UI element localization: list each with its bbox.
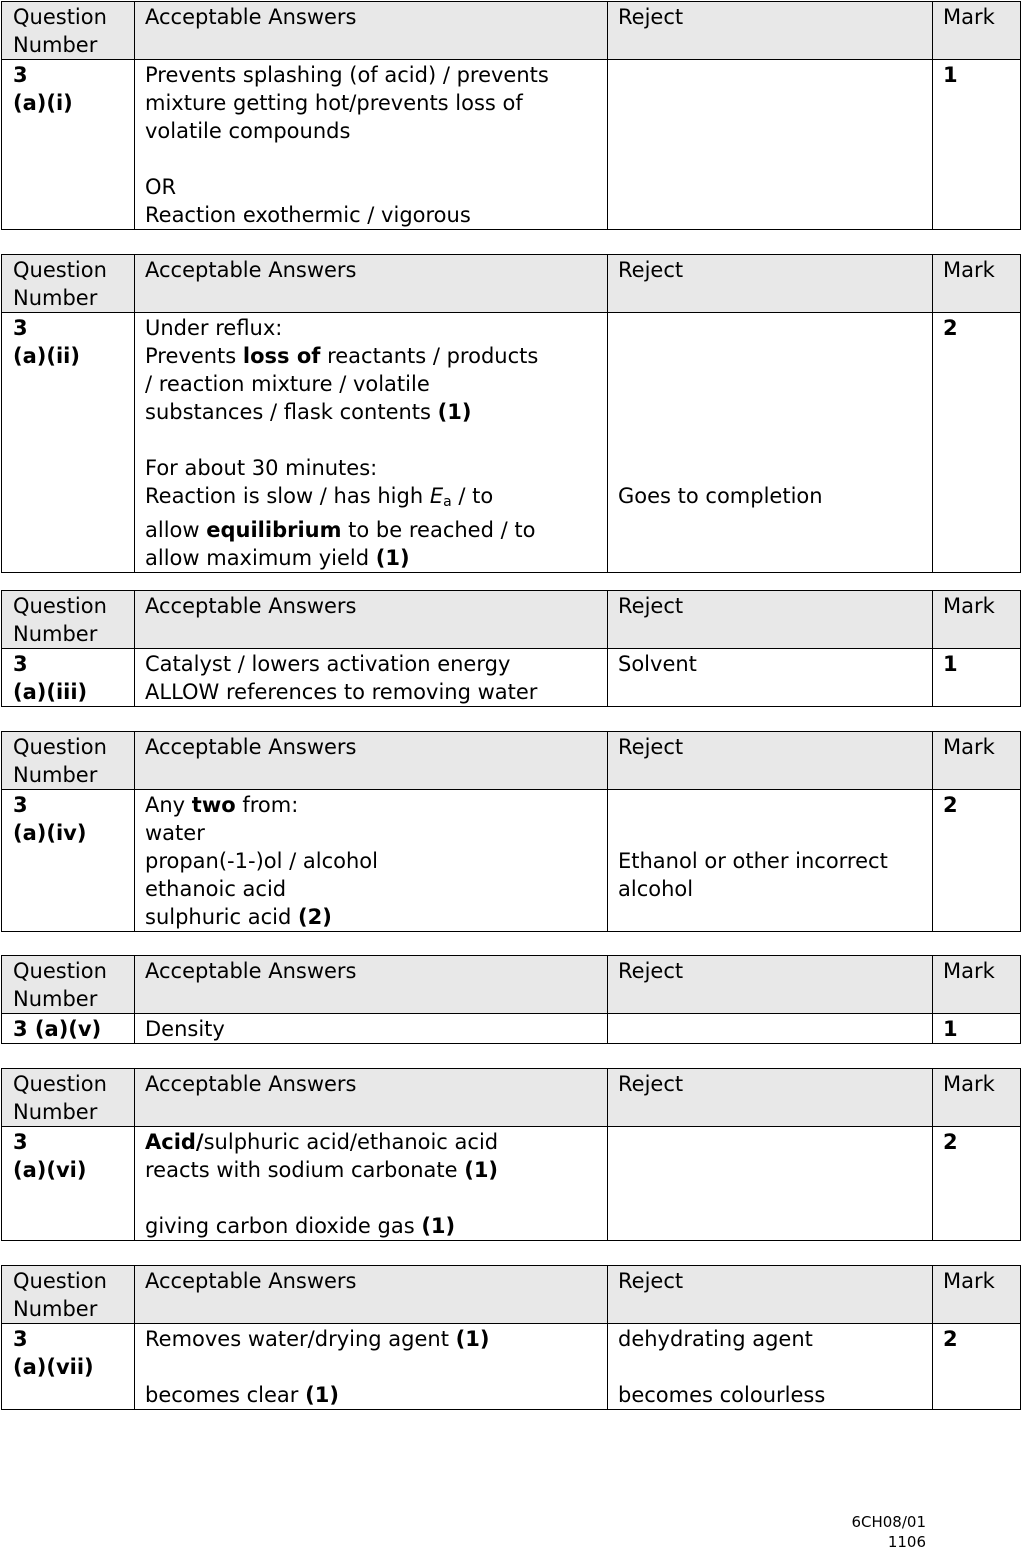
acceptable-answer: Any two from: water propan(-1-)ol / alcohol ethanoic acid sulphuric acid (2)	[135, 790, 608, 932]
header-question-number: Question Number	[2, 956, 135, 1014]
mark-value: 2	[933, 1127, 1021, 1241]
acceptable-answer: Prevents splashing (of acid) / prevents mixture getting hot/prevents loss of volatile compounds OR Reaction exothermic / vigorous	[135, 60, 608, 230]
header-question-number: Question Number	[2, 732, 135, 790]
question-number: 3 (a)(iv)	[2, 790, 135, 932]
acceptable-answer: Under reflux: Prevents loss of reactants / products / reaction mixture / volatile substances / flask contents (1) For about 30 minutes: Reaction is slow / has high $E_a$ / to allow equilibrium to be reached / to allow maximum yield (1)	[135, 313, 608, 573]
table-header-row	[2, 732, 1021, 790]
markscheme-table-3aiii	[1, 590, 1021, 707]
reject-answer	[608, 60, 933, 230]
table-header-row	[2, 1266, 1021, 1324]
header-question-number: Question Number	[2, 1069, 135, 1127]
markscheme-table-3aiv	[1, 731, 1021, 932]
page-number: 1106	[887, 1533, 926, 1551]
header-acceptable-answers: Acceptable Answers	[135, 956, 608, 1014]
question-number: 3 (a)(iii)	[2, 649, 135, 707]
table-row	[2, 1127, 1021, 1241]
reject-answer	[608, 1127, 933, 1241]
header-acceptable-answers: Acceptable Answers	[135, 2, 608, 60]
page-footer	[812, 1512, 926, 1552]
question-number: 3 (a)(i)	[2, 60, 135, 230]
header-mark: Mark	[933, 732, 1021, 790]
header-reject: Reject	[608, 255, 933, 313]
header-question-number: Question Number	[2, 2, 135, 60]
question-number: 3 (a)(v)	[2, 1014, 135, 1044]
markscheme-table-3av	[1, 955, 1021, 1044]
mark-value: 2	[933, 313, 1021, 573]
table-header-row	[2, 2, 1021, 60]
header-acceptable-answers: Acceptable Answers	[135, 1069, 608, 1127]
header-acceptable-answers: Acceptable Answers	[135, 591, 608, 649]
header-mark: Mark	[933, 1266, 1021, 1324]
reject-answer: Ethanol or other incorrect alcohol	[608, 790, 933, 932]
reject-answer: Solvent	[608, 649, 933, 707]
mark-value: 2	[933, 1324, 1021, 1410]
reject-answer: dehydrating agent becomes colourless	[608, 1324, 933, 1410]
question-number: 3 (a)(ii)	[2, 313, 135, 573]
acceptable-answer: Density	[135, 1014, 608, 1044]
table-row	[2, 1324, 1021, 1410]
table-row	[2, 790, 1021, 932]
mark-value: 1	[933, 649, 1021, 707]
markscheme-table-3ai	[1, 1, 1021, 230]
acceptable-answer: Acid/sulphuric acid/ethanoic acid reacts with sodium carbonate (1) giving carbon dioxide gas (1)	[135, 1127, 608, 1241]
header-acceptable-answers: Acceptable Answers	[135, 732, 608, 790]
header-reject: Reject	[608, 591, 933, 649]
header-reject: Reject	[608, 1069, 933, 1127]
acceptable-answer: Catalyst / lowers activation energy ALLOW references to removing water	[135, 649, 608, 707]
question-number: 3 (a)(vii)	[2, 1324, 135, 1410]
header-mark: Mark	[933, 956, 1021, 1014]
header-mark: Mark	[933, 255, 1021, 313]
reject-answer	[608, 1014, 933, 1044]
table-header-row	[2, 255, 1021, 313]
header-acceptable-answers: Acceptable Answers	[135, 1266, 608, 1324]
markscheme-table-3aii	[1, 254, 1021, 573]
acceptable-answer: Removes water/drying agent (1) becomes clear (1)	[135, 1324, 608, 1410]
mark-value: 1	[933, 1014, 1021, 1044]
paper-code: 6CH08/01	[851, 1513, 926, 1531]
header-reject: Reject	[608, 1266, 933, 1324]
header-mark: Mark	[933, 591, 1021, 649]
header-question-number: Question Number	[2, 255, 135, 313]
header-reject: Reject	[608, 732, 933, 790]
table-row	[2, 1014, 1021, 1044]
table-header-row	[2, 591, 1021, 649]
mark-value: 1	[933, 60, 1021, 230]
header-mark: Mark	[933, 2, 1021, 60]
table-row	[2, 313, 1021, 573]
table-row	[2, 60, 1021, 230]
mark-value: 2	[933, 790, 1021, 932]
header-question-number: Question Number	[2, 591, 135, 649]
header-reject: Reject	[608, 956, 933, 1014]
markscheme-table-3avi	[1, 1068, 1021, 1241]
header-acceptable-answers: Acceptable Answers	[135, 255, 608, 313]
reject-answer: Goes to completion	[608, 313, 933, 573]
question-number: 3 (a)(vi)	[2, 1127, 135, 1241]
markscheme-table-3avii	[1, 1265, 1021, 1410]
table-header-row	[2, 956, 1021, 1014]
table-row	[2, 649, 1021, 707]
header-question-number: Question Number	[2, 1266, 135, 1324]
header-mark: Mark	[933, 1069, 1021, 1127]
table-header-row	[2, 1069, 1021, 1127]
header-reject: Reject	[608, 2, 933, 60]
